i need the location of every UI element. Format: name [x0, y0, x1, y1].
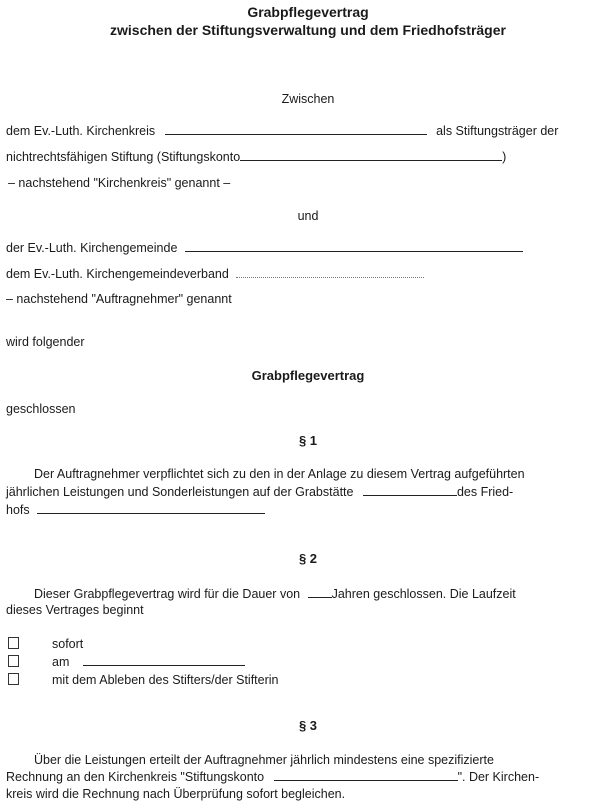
- section-3-line-2: [6, 769, 539, 785]
- section-2-line-2: dieses Vertrages beginnt: [6, 603, 144, 617]
- section-3-line-3: kreis wird die Rechnung nach Überprüfung sofort begleichen.: [6, 787, 346, 801]
- start-on-death-checkbox[interactable]: [8, 673, 19, 685]
- start-date-checkbox[interactable]: [8, 655, 19, 667]
- kirchengemeinde-field[interactable]: [185, 240, 523, 252]
- between-label: Zwischen: [281, 92, 335, 106]
- kirchengemeindeverband-line: [6, 266, 424, 282]
- kirchengemeinde-line: [6, 240, 523, 256]
- kirchenkreis-label: dem Ev.-Luth. Kirchenkreis: [6, 124, 156, 138]
- start-immediately-checkbox[interactable]: [8, 637, 19, 649]
- section-2-line-1-suffix: Jahren geschlossen. Die Laufzeit: [331, 587, 516, 601]
- kirchengemeindeverband-field[interactable]: [236, 266, 424, 278]
- section-3-line-2-suffix: ". Der Kirchen-: [457, 770, 540, 784]
- section-3-line-1: Über die Leistungen erteilt der Auftragnehmer jährlich mindestens eine spezifizierte: [34, 753, 494, 767]
- option-immediately-label: sofort: [52, 637, 84, 651]
- section-1-heading: § 1: [298, 433, 318, 448]
- section-1-line-1: Der Auftragnehmer verpflichtet sich zu den in der Anlage zu diesem Vertrag aufgeführten: [34, 467, 525, 481]
- kirchenkreis-field[interactable]: [165, 123, 427, 135]
- kirchenkreis-named: – nachstehend "Kirchenkreis" genannt –: [8, 176, 231, 190]
- option-date-label: am: [52, 655, 70, 669]
- friedhof-field[interactable]: [37, 502, 265, 514]
- section-1-line-3: [6, 502, 265, 518]
- section-3-line-2-text: Rechnung an den Kirchenkreis "Stiftungskonto: [6, 770, 265, 784]
- duration-years-field[interactable]: [308, 586, 332, 598]
- section-2-heading: § 2: [298, 551, 318, 566]
- section-1-line-2: [6, 484, 513, 500]
- section-2-line-1-text: Dieser Grabpflegevertrag wird für die Dauer von: [34, 587, 301, 601]
- document-subtitle: zwischen der Stiftungsverwaltung und dem Friedhofsträger: [110, 22, 506, 38]
- auftragnehmer-named: – nachstehend "Auftragnehmer" genannt: [6, 292, 232, 306]
- stiftungskonto-field[interactable]: [240, 149, 502, 161]
- document-title: Grabpflegevertrag: [247, 4, 369, 20]
- stiftungskonto-invoice-field[interactable]: [274, 769, 458, 781]
- contract-heading: Grabpflegevertrag: [251, 368, 365, 383]
- start-date-field[interactable]: [83, 654, 245, 666]
- kirchengemeinde-label: der Ev.-Luth. Kirchengemeinde: [6, 241, 178, 255]
- stiftung-line: [6, 149, 506, 165]
- kirchengemeindeverband-label: dem Ev.-Luth. Kirchengemeindeverband: [6, 267, 229, 281]
- section-1-line-2-suffix: des Fried-: [456, 485, 514, 499]
- option-date-line: [52, 654, 245, 670]
- stiftung-label: nichtrechtsfähigen Stiftung (Stiftungskonto: [6, 150, 241, 164]
- section-3-heading: § 3: [298, 718, 318, 733]
- concluded-label: geschlossen: [6, 402, 76, 416]
- grabstaette-field[interactable]: [363, 484, 457, 496]
- option-death-label: mit dem Ableben des Stifters/der Stifterin: [52, 673, 279, 687]
- and-label: und: [297, 209, 319, 223]
- kirchenkreis-suffix: als Stiftungsträger der: [436, 124, 559, 138]
- following-label: wird folgender: [6, 335, 85, 349]
- kirchenkreis-line: [6, 123, 558, 139]
- section-2-line-1: [34, 586, 516, 602]
- section-1-line-3-text: hofs: [6, 503, 30, 517]
- stiftung-suffix: ): [502, 150, 507, 164]
- section-1-line-2-text: jährlichen Leistungen und Sonderleistungen auf der Grabstätte: [6, 485, 354, 499]
